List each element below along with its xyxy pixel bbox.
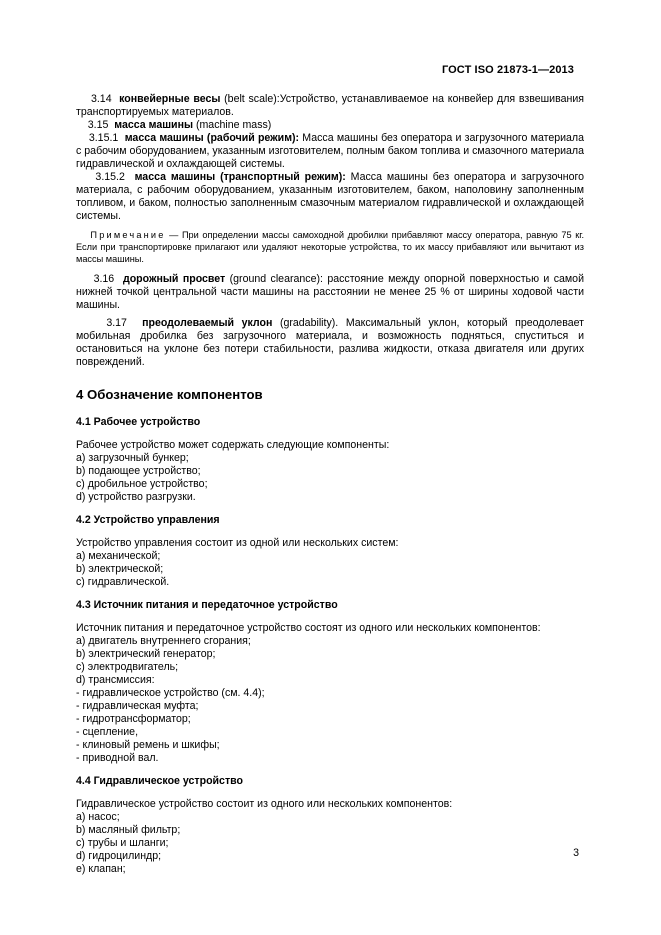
section-4-2-heading: 4.2 Устройство управления bbox=[76, 514, 220, 526]
note-text: — При определении массы самоходной дробилки прибавляют массу оператора, равную 75 кг. Если при транспортировке прилагают или удаляют некоторые устройства, то их массу прибавляют или вычитают из массы машины. bbox=[76, 230, 584, 264]
def-number: 3.14 bbox=[90, 93, 112, 105]
def-number: 3.15.2 bbox=[95, 171, 125, 183]
def-number: 3.16 bbox=[93, 273, 115, 285]
list-item: a) загрузочный бункер; bbox=[76, 452, 189, 464]
section-4-2-list bbox=[76, 550, 584, 589]
section-4-1-list bbox=[76, 452, 584, 504]
section-4-heading: 4 Обозначение компонентов bbox=[76, 387, 263, 402]
list-item: d) трансмиссия: bbox=[76, 674, 155, 686]
list-item: - сцепление, bbox=[76, 726, 139, 738]
def-text: Масса машины без оператора и загрузочного материала, с рабочим оборудованием, указанным изготовителем, баком, наполовину заполненным топливом, и баком, полностью заполненным смазочным материалом гидравлической и охлаждающей системы. bbox=[76, 171, 585, 222]
section-4-4-list bbox=[76, 811, 584, 876]
page-number: 3 bbox=[573, 847, 579, 859]
def-term: масса машины bbox=[114, 119, 194, 131]
def-term: конвейерные весы bbox=[119, 93, 221, 105]
list-item: b) электрический генератор; bbox=[76, 648, 216, 660]
def-text: (ground clearance): расстояние между опорной поверхностью и самой нижней точкой центральной части машины на расстоянии не менее 25 % от ширины ходовой части машины. bbox=[76, 273, 584, 311]
def-text: Масса машины без оператора и загрузочного материала с рабочим оборудованием, указанным изготовителем, полным баком топлива и смазочного материала гидравлической и охлаждающей системы. bbox=[76, 132, 584, 170]
list-item: b) масляный фильтр; bbox=[76, 824, 181, 836]
section-4-4-intro: Гидравлическое устройство состоит из одного или нескольких компонентов: bbox=[76, 798, 453, 810]
list-item: c) гидравлической. bbox=[76, 576, 170, 588]
list-item: a) механической; bbox=[76, 550, 161, 562]
note bbox=[76, 229, 584, 265]
definition-3-15-2 bbox=[76, 171, 584, 223]
def-term: масса машины (транспортный режим): bbox=[134, 171, 346, 183]
list-item: - приводной вал. bbox=[76, 752, 159, 764]
list-item: - клиновый ремень и шкифы; bbox=[76, 739, 220, 751]
section-4-3-list bbox=[76, 635, 584, 765]
section-4-3-intro: Источник питания и передаточное устройство состоят из одного или нескольких компонентов: bbox=[76, 622, 541, 634]
list-item: d) устройство разгрузки. bbox=[76, 491, 196, 503]
section-4-1-intro: Рабочее устройство может содержать следующие компоненты: bbox=[76, 439, 390, 451]
list-item: c) дробильное устройство; bbox=[76, 478, 208, 490]
list-item: a) насос; bbox=[76, 811, 120, 823]
list-item: a) двигатель внутреннего сгорания; bbox=[76, 635, 251, 647]
list-item: e) клапан; bbox=[76, 863, 126, 875]
section-4-1-heading: 4.1 Рабочее устройство bbox=[76, 416, 201, 428]
list-item: c) электродвигатель; bbox=[76, 661, 179, 673]
list-item: - гидравлическое устройство (см. 4.4); bbox=[76, 687, 265, 699]
def-term: масса машины (рабочий режим): bbox=[124, 132, 300, 144]
def-number: 3.15.1 bbox=[88, 132, 119, 144]
definition-3-15-1 bbox=[76, 132, 584, 171]
definition-3-16 bbox=[76, 273, 584, 312]
list-item: b) подающее устройство; bbox=[76, 465, 201, 477]
page-body bbox=[76, 93, 584, 876]
section-4-2-intro: Устройство управления состоит из одной или нескольких систем: bbox=[76, 537, 399, 549]
list-item: b) электрической; bbox=[76, 563, 164, 575]
list-item: - гидравлическая муфта; bbox=[76, 700, 199, 712]
section-4-4-heading: 4.4 Гидравлическое устройство bbox=[76, 775, 243, 787]
def-number: 3.15 bbox=[87, 119, 109, 131]
def-text: (gradability). Максимальный уклон, который преодолевает мобильная дробилка без загрузочного материала, и возможность подняться, спуститься и остановиться на уклоне без потери стабильности, разлива жидкости, отказа двигателя или других повреждений. bbox=[76, 317, 584, 368]
note-label: Примечание bbox=[90, 230, 166, 240]
def-term: преодолеваемый уклон bbox=[142, 317, 273, 329]
def-text: (machine mass) bbox=[193, 119, 272, 131]
document-code: ГОСТ ISO 21873-1—2013 bbox=[441, 64, 574, 76]
definition-3-14 bbox=[76, 93, 584, 119]
list-item: c) трубы и шланги; bbox=[76, 837, 169, 849]
list-item: - гидротрансформатор; bbox=[76, 713, 191, 725]
section-4-3-heading: 4.3 Источник питания и передаточное устройство bbox=[76, 599, 338, 611]
list-item: d) гидроцилиндр; bbox=[76, 850, 162, 862]
def-text: (belt scale):Устройство, устанавливаемое на конвейер для взвешивания транспортируемых материалов. bbox=[76, 93, 584, 118]
def-number: 3.17 bbox=[106, 317, 127, 329]
def-term: дорожный просвет bbox=[122, 273, 226, 285]
definition-3-17 bbox=[76, 317, 584, 369]
definition-3-15 bbox=[76, 119, 584, 132]
